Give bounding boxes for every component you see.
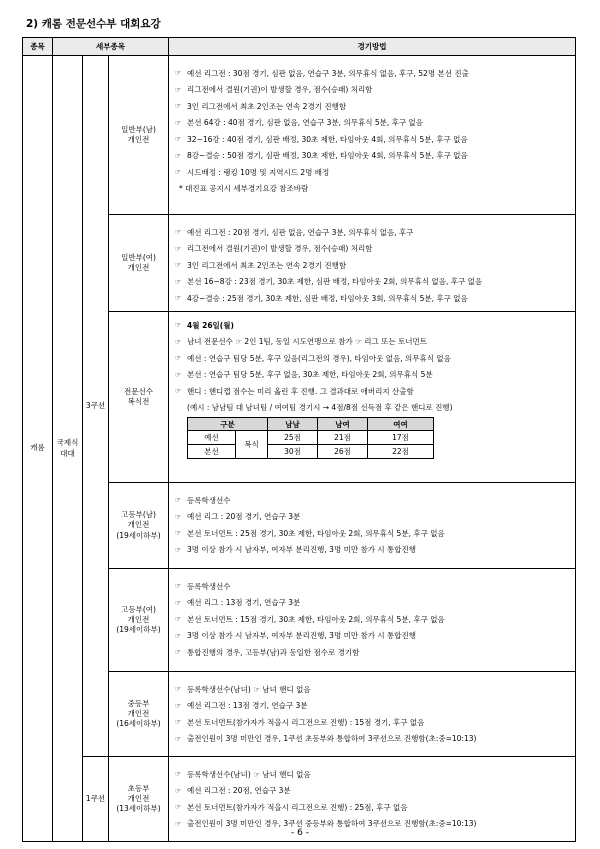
pointing-hand-icon: ☞ (175, 598, 182, 607)
handicap-row-label: 본선 (188, 445, 236, 459)
handicap-value: 26점 (318, 445, 368, 459)
handicap-header-row (188, 418, 434, 431)
table-header-row (23, 38, 576, 56)
pointing-hand-icon: ☞ (175, 582, 182, 591)
category-cell: 전문선수 복식전 (109, 312, 169, 483)
pointing-hand-icon: ☞ (175, 770, 182, 779)
pointing-hand-icon: ☞ (175, 118, 182, 127)
handicap-header: 남여 (318, 418, 368, 431)
rule-text: 3명 이상 참가 시 남자부, 여자부 분리진행, 3명 미만 참가 시 통합진행 (187, 545, 416, 555)
pointing-hand-icon: ☞ (175, 135, 182, 144)
pointing-hand-icon: ☞ (175, 648, 182, 657)
pointing-hand-icon: ☞ (175, 529, 182, 538)
pointing-hand-icon: ☞ (175, 819, 182, 828)
rule-text: 본선 토너먼트(참가자가 적을시 리그전으로 진행) : 15점 경기, 후구 없음 (187, 717, 425, 727)
date-text: 4월 26일(월) (187, 320, 234, 330)
rule-text: 통합진행의 경우, 고등부(남)과 동일한 점수로 경기함 (187, 647, 360, 657)
rule-text: 4강~결승 : 25점 경기, 30초 제한, 심판 배정, 타임아웃 3회, 의무휴식 5분, 후구 없음 (187, 293, 468, 303)
pointing-hand-icon: ☞ (175, 294, 182, 303)
pointing-hand-icon: ☞ (175, 228, 182, 237)
rule-text: 핸디 : 핸디캡 점수는 미리 옮린 후 진행. 그 결과대로 애버리지 산출함 (187, 386, 414, 396)
pointing-hand-icon: ☞ (175, 370, 182, 379)
handicap-type: 복식 (236, 431, 268, 459)
category-cell: 일반부(여) 개인전 (109, 215, 169, 312)
handicap-value: 30점 (268, 445, 318, 459)
pointing-hand-icon: ☞ (175, 701, 182, 710)
handicap-value: 21점 (318, 431, 368, 445)
method-cell (169, 483, 576, 569)
rule-text: 리그전에서 결원(기권)이 발생할 경우, 점수(승패) 처리함 (187, 244, 373, 254)
rule-text: 리그전에서 결원(기권)이 발생할 경우, 점수(승패) 처리함 (187, 85, 373, 95)
pointing-hand-icon: ☞ (175, 387, 182, 396)
pointing-hand-icon: ☞ (175, 151, 182, 160)
handicap-row (188, 431, 434, 445)
pointing-hand-icon: ☞ (175, 718, 182, 727)
example-text: (예시 : 남남팀 대 남녀팀 / 여여팀 경기시 → 4점/8점 선득점 후 같은 핸디로 진행) (187, 403, 453, 413)
rule-text: 본선 토너먼트 : 15점 경기, 30초 제한, 타임아웃 2회, 의무휴식 5분, 후구 없음 (187, 614, 445, 624)
rule-text: 출전인원이 3명 미만인 경우, 3쿠션 중등부와 통합하여 3쿠션으로 진행함(초:중=10:13) (187, 819, 477, 829)
category-cell: 고등부(여) 개인전 (19세이하부) (109, 569, 169, 672)
pointing-hand-icon: ☞ (175, 354, 182, 363)
pointing-hand-icon: ☞ (175, 261, 182, 270)
rule-text: 예선 리그전 : 20점, 연습구 3분 (187, 786, 291, 796)
category-cell: 고등부(남) 개인전 (19세이하부) (109, 483, 169, 569)
rule-text: 예선 리그전 : 13점 경기, 연습구 3분 (187, 701, 308, 711)
handicap-value: 22점 (368, 445, 434, 459)
handicap-value: 25점 (268, 431, 318, 445)
pointing-hand-icon: ☞ (175, 337, 182, 346)
rule-text: 본선 64강 : 40점 경기, 심판 없음, 연습구 3분, 의무휴식 5분, 후구 없음 (187, 118, 423, 128)
rule-text: 본선 토너먼트 : 25점 경기, 30초 제한, 타임아웃 2회, 의무휴식 5분, 후구 없음 (187, 528, 445, 538)
handicap-row-label: 예선 (188, 431, 236, 445)
pointing-hand-icon: ☞ (175, 631, 182, 640)
handicap-header: 남남 (268, 418, 318, 431)
pointing-hand-icon: ☞ (175, 615, 182, 624)
rule-text: 예선 리그 : 13점 경기, 연습구 3분 (187, 598, 301, 608)
rule-text: 예선 리그전 : 20점 경기, 심판 없음, 연습구 3분, 의무휴식 없음, 후구 (187, 227, 414, 237)
method-cell (169, 672, 576, 757)
rule-text: 등록학생선수 (187, 495, 231, 505)
pointing-hand-icon: ☞ (175, 69, 182, 78)
group-1cushion-cell: 1쿠션 (83, 757, 109, 842)
method-cell (169, 56, 576, 215)
pointing-hand-icon: ☞ (175, 168, 182, 177)
section-title: 2) 캐롬 전문선수부 대회요강 (26, 18, 161, 30)
table-row (23, 56, 576, 215)
rule-text: 등록학생선수(남녀) ☞ 남녀 핸디 없음 (187, 769, 311, 779)
category-cell: 일반부(남) 개인전 (109, 56, 169, 215)
pointing-hand-icon: ☞ (175, 277, 182, 286)
handicap-value: 17점 (368, 431, 434, 445)
pointing-hand-icon: ☞ (175, 496, 182, 505)
rule-text: 3인 리그전에서 최초 2인조는 연속 2경기 진행함 (187, 260, 347, 270)
rule-text: 출전인원이 3명 미만인 경우, 1쿠션 초등부와 통합하여 3쿠션으로 진행함(초:중=10:13) (187, 734, 477, 744)
handicap-header: 구분 (188, 418, 268, 431)
method-cell (169, 215, 576, 312)
rule-text: 등록학생선수 (187, 581, 231, 591)
pointing-hand-icon: ☞ (175, 786, 182, 795)
handicap-header: 여여 (368, 418, 434, 431)
rule-text: 본선 16~8강 : 23점 경기, 30초 제한, 심판 배정, 타임아웃 2회, 의무휴식 없음, 후구 없음 (187, 277, 483, 287)
category-cell: 초등부 개인전 (13세이하부) (109, 757, 169, 842)
handicap-table (187, 417, 434, 459)
pointing-hand-icon: ☞ (175, 102, 182, 111)
page-number: - 6 - (291, 828, 309, 838)
pointing-hand-icon: ☞ (175, 803, 182, 812)
rule-text: 등록학생선수(남녀) ☞ 남녀 핸디 없음 (187, 684, 311, 694)
header-event: 종목 (23, 38, 53, 56)
rule-text: 예선 리그전 : 30점 경기, 심판 없음, 연습구 3분, 의무휴식 없음, 후구, 52명 본선 진출 (187, 68, 469, 78)
rule-text: 예선 리그 : 20점 경기, 연습구 3분 (187, 512, 301, 522)
header-method: 경기방법 (169, 38, 576, 56)
handicap-row (188, 445, 434, 459)
pointing-hand-icon: ☞ (175, 244, 182, 253)
method-cell (169, 312, 576, 483)
pointing-hand-icon: ☞ (175, 321, 182, 330)
method-cell (169, 569, 576, 672)
rule-text: 예선 : 연습구 팀당 5분, 후구 있음(리그전의 경우), 타임아웃 없음, 의무휴식 없음 (187, 353, 451, 363)
rule-text: 남녀 전문선수 ☞ 2인 1팀, 동일 시도연맹으로 참가 ☞ 리그 또는 토너먼트 (187, 337, 427, 347)
rule-text: 본선 : 연습구 팀당 5분, 후구 없음, 30초 제한, 타임아웃 2회, 의무휴식 5분 (187, 370, 433, 380)
pointing-hand-icon: ☞ (175, 85, 182, 94)
event-cell: 캐롬 (23, 56, 53, 842)
sub-event-cell: 국제식 대대 (53, 56, 83, 842)
rule-text: 8강~결승 : 50점 경기, 심판 배정, 30초 제한, 타임아웃 4회, 의무휴식 5분, 후구 없음 (187, 151, 468, 161)
group-3cushion-cell: 3쿠션 (83, 56, 109, 757)
category-cell: 중등부 개인전 (16세이하부) (109, 672, 169, 757)
pointing-hand-icon: ☞ (175, 545, 182, 554)
rule-text: 32~16강 : 40점 경기, 심판 배정, 30초 제한, 타임아웃 4회, 의무휴식 5분, 후구 없음 (187, 134, 468, 144)
rule-text: 본선 토너먼트(참가자가 적을시 리그전으로 진행) : 25점, 후구 없음 (187, 802, 408, 812)
note-text: * 대진표 공지시 세부경기요강 참조바람 (179, 184, 309, 194)
rule-text: 3인 리그전에서 최초 2인조는 연속 2경기 진행함 (187, 101, 347, 111)
competition-rules-table (22, 37, 576, 842)
rule-text: 시드배정 : 랭킹 10명 및 지역시드 2명 배정 (187, 167, 330, 177)
rule-text: 3명 이상 참가 시 남자부, 여자부 분리진행, 3명 미만 참가 시 통합진행 (187, 631, 416, 641)
pointing-hand-icon: ☞ (175, 685, 182, 694)
pointing-hand-icon: ☞ (175, 512, 182, 521)
header-detail: 세부종목 (53, 38, 169, 56)
pointing-hand-icon: ☞ (175, 734, 182, 743)
